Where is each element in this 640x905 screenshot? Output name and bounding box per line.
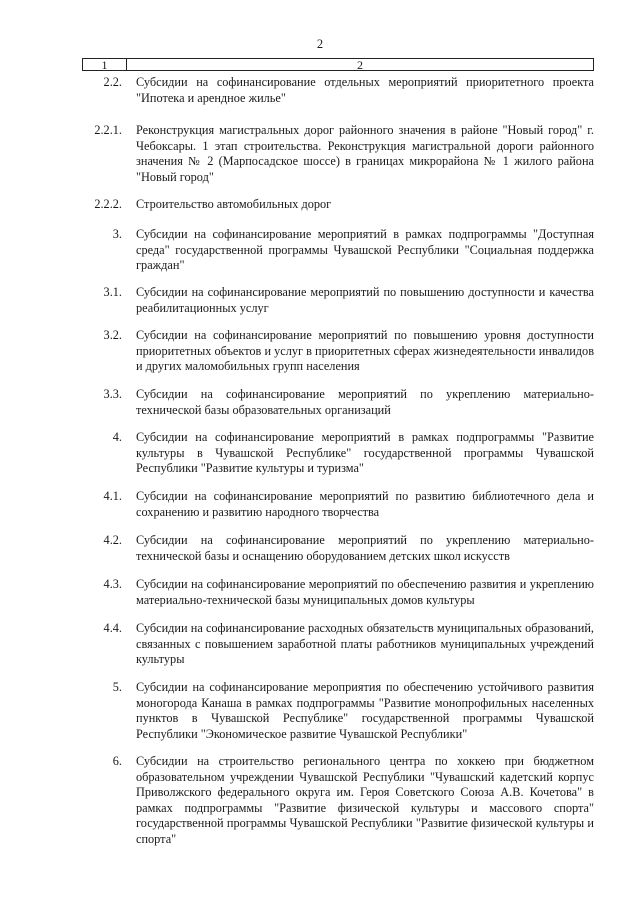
row-text: Субсидии на софинансирование мероприятий в рамках подпрограммы "Развитие культуры в Чувашской Республике" государственной программы Чувашской Республики "Развитие культуры и туризма" — [136, 430, 594, 476]
table-row — [82, 75, 594, 106]
row-number: 3.1. — [103, 285, 122, 299]
row-number: 4.2. — [103, 533, 122, 547]
table-row — [82, 197, 594, 213]
row-number: 6. — [112, 754, 122, 768]
row-number: 4.1. — [103, 489, 122, 503]
row-text: Субсидии на софинансирование мероприятий по повышению уровня доступности приоритетных объектов и услуг в приоритетных сферах жизнедеятельности инвалидов и других маломобильных групп населения — [136, 328, 594, 374]
row-number: 2.2.1. — [94, 123, 122, 137]
table-header — [82, 58, 594, 71]
row-number: 3.2. — [103, 328, 122, 342]
table-row — [82, 754, 594, 848]
row-text: Субсидии на софинансирование отдельных мероприятий приоритетного проекта "Ипотека и арендное жилье" — [136, 75, 594, 105]
row-text: Субсидии на софинансирование мероприятий в рамках подпрограммы "Доступная среда" государственной программы Чувашской Республики "Социальная поддержка граждан" — [136, 227, 594, 273]
table-row — [82, 285, 594, 316]
row-text: Субсидии на софинансирование мероприятий по обеспечению развития и укреплению материально-технической базы муниципальных домов культуры — [136, 577, 594, 607]
table-row — [82, 489, 594, 520]
row-text: Субсидии на софинансирование мероприятий по повышению доступности и качества реабилитационных услуг — [136, 285, 594, 315]
row-number: 3. — [112, 227, 122, 241]
table-row — [82, 533, 594, 564]
row-text: Субсидии на софинансирование мероприятий по укреплению материально-технической базы и оснащению оборудованием детских школ искусств — [136, 533, 594, 563]
row-number: 5. — [112, 680, 122, 694]
table-row — [82, 227, 594, 274]
row-number: 4.3. — [103, 577, 122, 591]
table-row — [82, 577, 594, 608]
table-row — [82, 387, 594, 418]
row-text: Субсидии на софинансирование мероприятия по обеспечению устойчивого развития моногорода Канаша в рамках подпрограммы "Развитие монопрофильных населенных пунктов в Чувашской Республике" государственной программы Чувашской Республики "Экономическое развитие Чувашской Республики" — [136, 680, 594, 741]
header-col-2: 2 — [357, 58, 363, 72]
table-row — [82, 123, 594, 185]
row-number: 2.2.2. — [94, 197, 122, 211]
table-row — [82, 680, 594, 742]
row-number: 4.4. — [103, 621, 122, 635]
row-text: Субсидии на строительство регионального центра по хоккею при бюджетном образовательном учреждении Чувашской Республики "Чувашский кадетский корпус Приволжского федерального округа им. Героя Советского Союза А.В. Кочетова" в рамках подпрограммы "Развитие физической культуры и массового спорта" государственной программы Чувашской Республики "Развитие физической культуры и спорта" — [136, 754, 594, 846]
table-row — [82, 328, 594, 375]
table-row — [82, 621, 594, 668]
row-text: Реконструкция магистральных дорог районного значения в районе "Новый город" г. Чебоксары. 1 этап строительства. Реконструкция магистральной дороги районного значения № 2 (Марпосадское шоссе) в границах микрорайона № 1 жилого района "Новый город" — [136, 123, 594, 184]
row-number: 2.2. — [103, 75, 122, 89]
table-row — [82, 430, 594, 477]
page-number: 2 — [316, 37, 324, 51]
row-text: Субсидии на софинансирование мероприятий по укреплению материально-технической базы образовательных организаций — [136, 387, 594, 417]
row-text: Строительство автомобильных дорог — [136, 197, 332, 211]
header-col-1: 1 — [83, 59, 127, 70]
row-text: Субсидии на софинансирование расходных обязательств муниципальных образований, связанных с повышением заработной платы работников муниципальных учреждений культуры — [136, 621, 594, 667]
row-number: 3.3. — [103, 387, 122, 401]
row-text: Субсидии на софинансирование мероприятий по развитию библиотечного дела и сохранению и развитию народного творчества — [136, 489, 594, 519]
row-number: 4. — [112, 430, 122, 444]
